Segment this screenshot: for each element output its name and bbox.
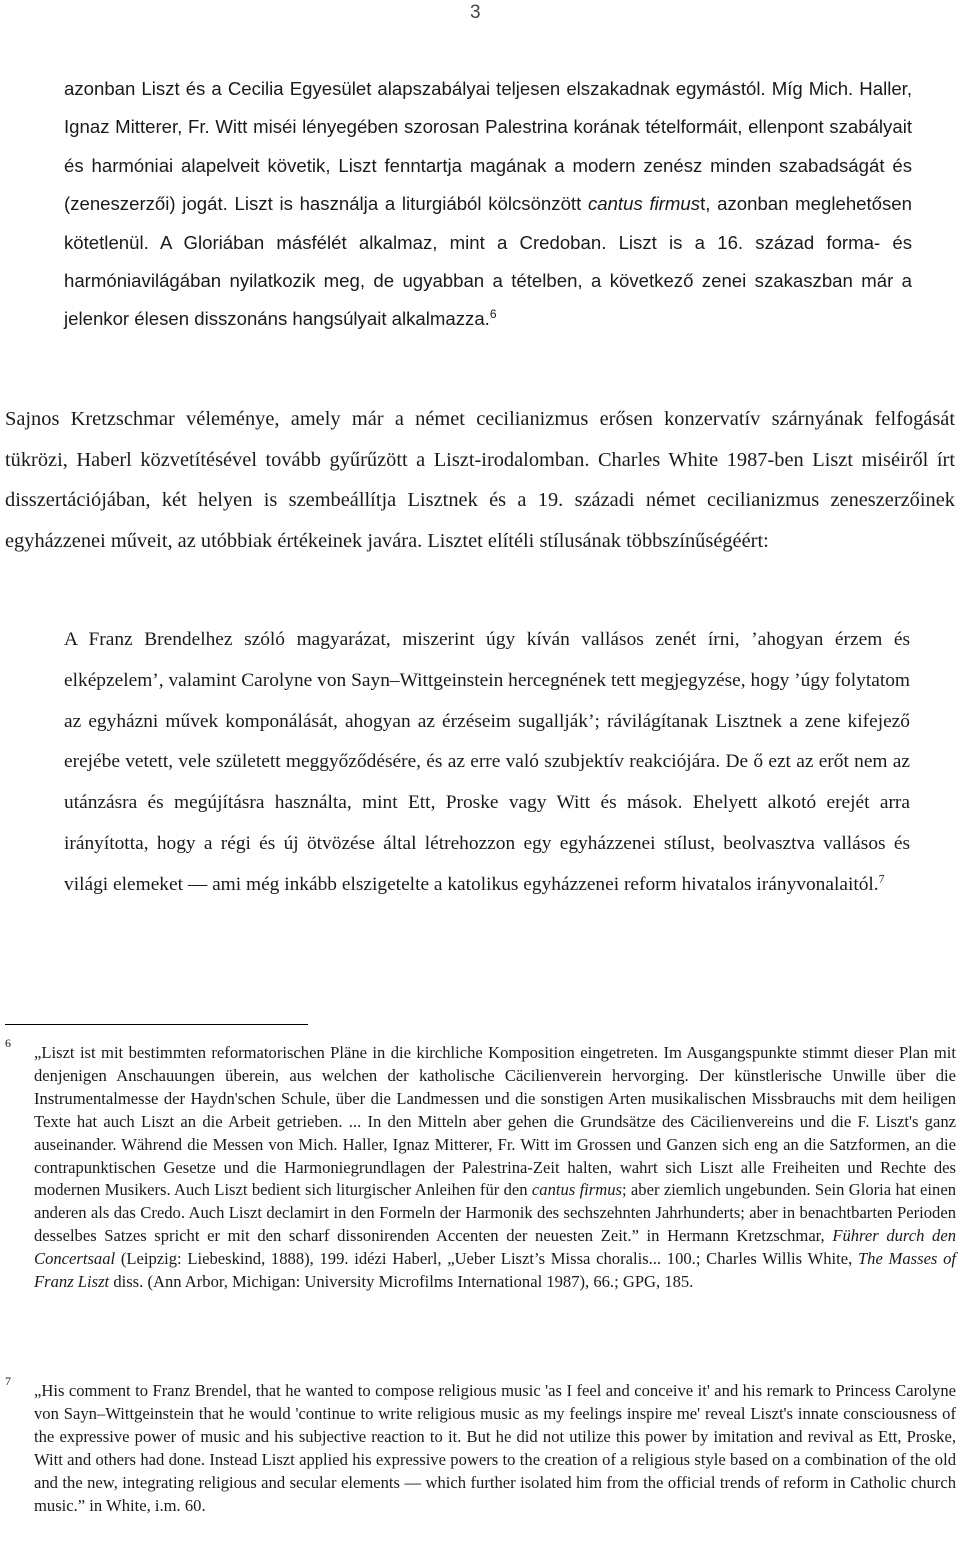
footnote-text: diss. (Ann Arbor, Michigan: University Microfilms International 1987), 66.; GPG, 185.	[109, 1272, 694, 1292]
italic-term: cantus firmus	[531, 1180, 622, 1200]
quote-text: A Franz Brendelhez szóló magyarázat, miszerint úgy kíván vallásos zenét írni, ’ahogyan érzem és elképzelem’, valamint Carolyne von Sayn–Wittgeinstein hercegnének tett megjegyzése, hogy ’úgy folytatom az egyházni művek komponálását, ahogyan az érzéseim sugallják’; rávilágítanak Lisztnek a zene kifejező erejébe vetett, vele született meggyőződésére, és az erre való szubjektív reakciójára. De ő ezt az erőt nem az utánzásra és megújításra használta, mint Ett, Proske vagy Witt és mások. Ehelyett alkotó erejét arra irányította, hogy a régi és új ötvözése által létrehozzon egy egyházzenei stílust, beolvasztva vallásos és világi elemeket — ami még inkább elszigetelte a katolikus egyházzenei reform hivatalos irányvonalaitól.	[64, 629, 910, 895]
book-title: Führer durch den Concertsaal	[34, 1226, 957, 1269]
page-number: 3	[470, 2, 481, 23]
book-title: The Masses of Franz Liszt	[34, 1249, 957, 1292]
body-paragraph-1	[64, 70, 912, 339]
italic-term: cantus firmus	[587, 193, 701, 215]
footnote-6	[34, 1042, 956, 1294]
footnote-separator	[5, 1024, 308, 1025]
footnote-text: (Leipzig: Liebeskind, 1888), 199. idézi Haberl, „Ueber Liszt’s Missa choralis... 100.; Charles Willis White,	[115, 1249, 858, 1269]
footnote-number-6: 6	[5, 1036, 11, 1050]
footnote-ref-7[interactable]: 7	[878, 871, 885, 886]
footnote-ref-6[interactable]: 6	[489, 307, 497, 322]
footnote-number-7: 7	[5, 1374, 11, 1388]
body-paragraph-2: Sajnos Kretzschmar véleménye, amely már a német cecilianizmus erősen konzervatív szárnyának felfogását tükrözi, Haberl közvetítésével tovább gyűrűzött a Liszt-irodalomban. Charles White 1987-ben Liszt miséiről írt disszertációjában, két helyen is szembeállítja Lisztnek és a 19. századi német cecilianizmus zeneszerzőinek egyházzenei műveit, az utóbbiak értékeinek javára. Lisztet elítéli stílusának többszínűségéért:	[5, 408, 955, 552]
block-quote	[64, 620, 910, 906]
paragraph-text: t, azonban meglehetősen kötetlenül. A Gloriában másfélét alkalmaz, mint a Credoban. Liszt is a 16. század forma- és harmóniavilágában nyilatkozik meg, de ugyabban a tételben, a következő zenei szakaszban már a jelenkor élesen disszonáns hangsúlyait alkalmazza.	[64, 193, 912, 330]
paragraph-text: azonban Liszt és a Cecilia Egyesület alapszabályai teljesen elszakadnak egymástól. Míg Mich. Haller, Ignaz Mitterer, Fr. Witt miséi lényegében szorosan Palestrina korának tételformáit, ellenpont szabályait és harmóniai alapelveit követik, Liszt fenntartja magának a modern zenész minden szabadságát és (zeneszerzői) jogát. Liszt is használja a liturgiából kölcsönzött	[64, 78, 912, 215]
footnote-text: ; aber ziemlich ungebunden. Sein Gloria hat einen anderen als das Credo. Auch Liszt declamirt in den Formeln der Harmonik des sechszehnten Jahrhunderts; aber in benachtbarten Perioden desselbes Satzes spricht er mit den scharf dissonirenden Accenten der neuesten Zeit.” in Hermann Kretzschmar,	[34, 1180, 956, 1246]
footnote-text: „Liszt ist mit bestimmten reformatorischen Pläne in die kirchliche Komposition eingetreten. Im Ausgangspunkte stimmt dieser Plan mit denjenigen Anschauungen überein, aus welchen der katholische Cäcilienverein hervorging. Der künstlerische Unwille über die Instrumentalmesse der Haydn'schen Schule, über die Landmessen und die sonstigen Arten musikalischen Missbrauchs mit dem heiligen Texte hat auch Liszt an die Arbeit getrieben. ... In den Mitteln aber gehen die Grundsätze des Cäcilienvereins und die F. Liszt's ganz auseinander. Während die Messen von Mich. Haller, Ignaz Mitterer, Fr. Witt im Grossen und Ganzen sich eng an die Satzformen, an die contrapunktischen Gesetze und die Harmoniegrundlagen der Palestrina-Zeit halten, wahrt sich Liszt alle Freiheiten und Rechte des modernen Musikers. Auch Liszt bedient sich liturgischer Anleihen für den	[34, 1043, 956, 1200]
footnote-7: „His comment to Franz Brendel, that he wanted to compose religious music 'as I feel and conceive it' and his remark to Princess Carolyne von Sayn–Wittgeinstein that he would 'continue to write religious music as my feelings inspire me' reveal Liszt's innate consciousness of the expressive power of music and his subjective reaction to it. But he did not utilize this power by imitation and revival as Ett, Proske, Witt and others had done. Instead Liszt applied his expressive powers to the creation of a religious style based on a combination of the old and the new, integrating religious and secular elements — which further isolated him from the official trends of reform in Catholic church music.” in White, i.m. 60.	[34, 1381, 956, 1515]
